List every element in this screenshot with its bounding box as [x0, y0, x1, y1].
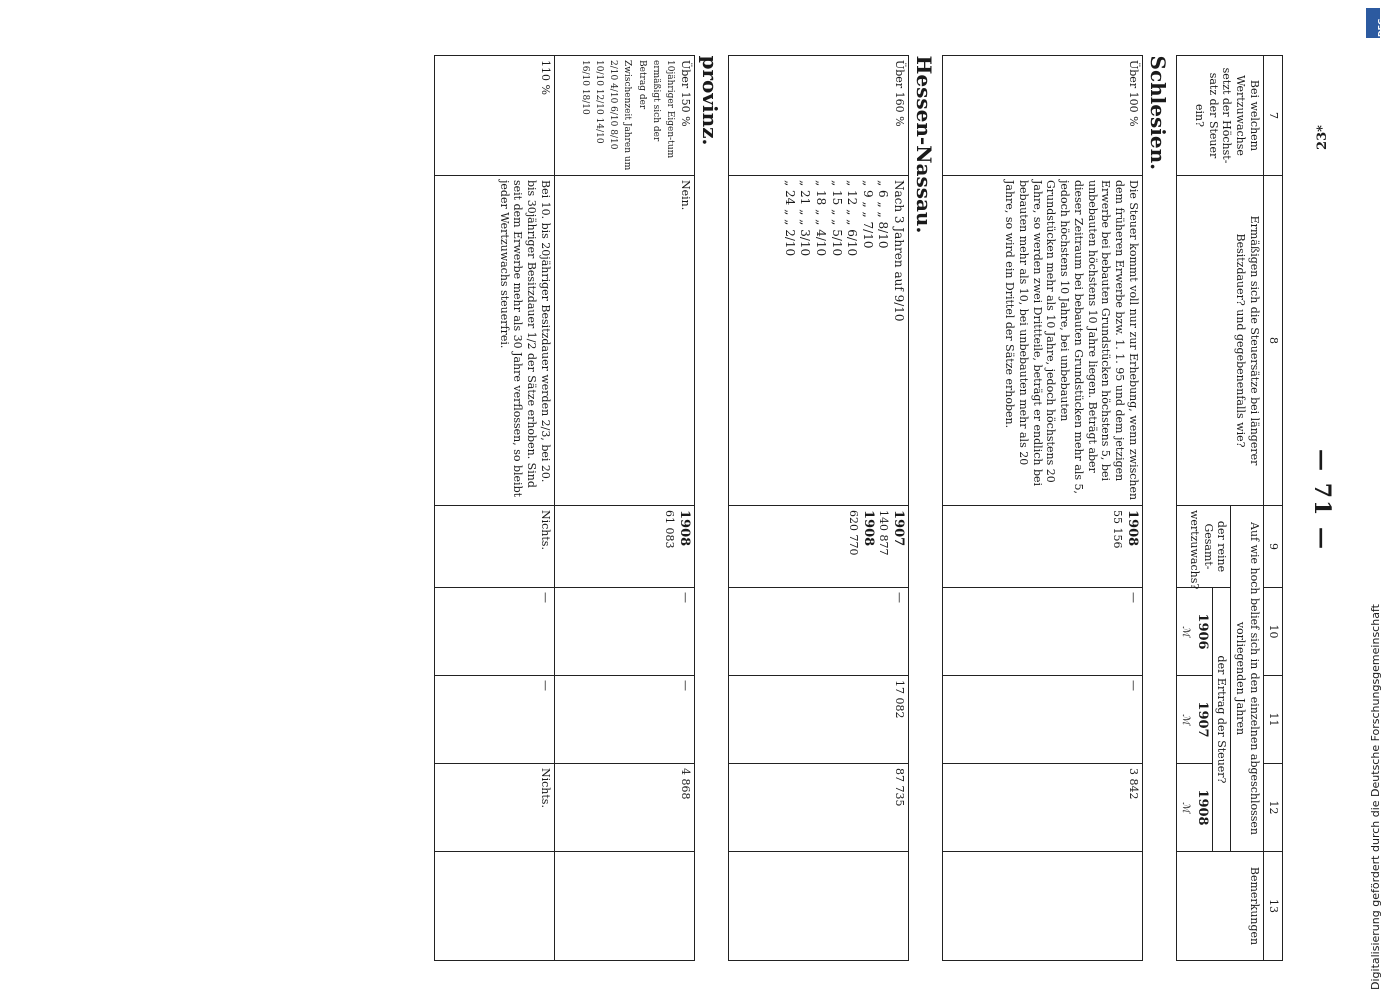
scale-lead: „ [845, 180, 860, 191]
value: 140 877 [876, 510, 890, 556]
scale-unit: „ [782, 209, 797, 220]
col8-cell: Bei 10. bis 20jähriger Besitzdauer werden 2/3, bei 20. bis 30jähriger Besitzdauer 1/2 der Sätze erhoben. Sind seit dem Erwerbe mehr als 30 Jahre verflossen, so bleibt jeder Wertzuwachs steuerfrei. [435, 176, 555, 506]
scale-frac: 9/10 [892, 294, 906, 322]
year-label: 1907 [1194, 701, 1210, 738]
col13-header: Bemerkungen [1177, 852, 1264, 961]
column-number: 7 [1264, 56, 1283, 176]
scale-years: 3 [892, 215, 906, 228]
currency-mark: ℳ [1180, 714, 1192, 725]
scale-unit: „ [876, 201, 891, 212]
scale-frac: 7/10 [860, 221, 875, 249]
col9-cell [555, 506, 695, 588]
region-heading: Hessen-Nassau. [912, 55, 936, 234]
column-number: 10 [1264, 588, 1283, 676]
table-row [943, 56, 1143, 961]
scale-frac: 3/10 [798, 229, 813, 257]
page-number: — 71 — [1309, 449, 1335, 551]
col7-cell: Über 160 % [729, 56, 909, 176]
column-number: 8 [1264, 176, 1283, 506]
scale-item [812, 180, 828, 501]
col8-header: Ermäßigen sich die Steuersätze bei längerer Besitzdauer? und gegebenenfalls wie? [1177, 176, 1264, 506]
currency-mark: ℳ [1180, 802, 1192, 813]
scale-word: „ [798, 219, 813, 230]
col8-cell: Nein. [555, 176, 695, 506]
scale-lead: „ [782, 180, 797, 191]
scale-word: „ [782, 219, 797, 230]
scale-word: „ [876, 211, 891, 222]
column-number: 13 [1264, 852, 1283, 961]
scale-item [890, 180, 906, 501]
scale-lead: „ [798, 180, 813, 191]
dfg-logo [1366, 8, 1386, 38]
year-label: 1906 [1194, 613, 1210, 650]
value: 61 083 [662, 510, 676, 549]
digitization-note [1355, 300, 1382, 990]
scale-lead: „ [860, 180, 875, 191]
col8-cell: Die Steuer kommt voll nur zur Erhebung, wenn zwischen dem früheren Erwerbe bzw. 1. 1. 95 und dem jetzigen Erwerbe bei bebauten Grundstücken höchstens 5, bei unbebauten höchstens 10 Jahre liegen. Beträgt aber dieser Zeitraum bei bebauten Grundstücken mehr als 5, jedoch höchstens 10 Jahre, bei unbebauten Grundstücken mehr als 10 Jahre, jedoch höchstens 20 Jahre, so werden zwei Drittteile, beträgt er endlich bei bebauten mehr als 10, bei unbebauten mehr als 20 Jahre, so wird ein Drittel der Sätze erhoben. [943, 176, 1143, 506]
col9-cell [729, 506, 909, 588]
region-heading-row [695, 56, 729, 961]
value-year: 1908 [861, 510, 876, 547]
scale-unit: „ [798, 209, 813, 220]
col12-cell: Nichts. [435, 764, 555, 852]
col8-cell [729, 176, 909, 506]
scale-years: 12 [845, 190, 860, 210]
statistics-table [434, 55, 1283, 961]
digitization-text: Digitalisierung gefördert durch die Deutsche Forschungsgemeinschaft [1369, 604, 1382, 990]
scale-word: „ [814, 219, 829, 230]
scale-years: 6 [876, 190, 891, 202]
col7-cell [555, 56, 695, 176]
year-header [1177, 764, 1213, 852]
scale-unit: „ [814, 209, 829, 220]
fraction: 10/10 [594, 60, 604, 89]
region-heading: Schlesien. [1146, 55, 1170, 171]
scale-years: 24 [782, 190, 797, 210]
value-year: 1908 [677, 510, 692, 547]
fraction: 16/10 [579, 60, 590, 89]
reduction-scale [781, 180, 906, 501]
region-heading-row [909, 56, 943, 961]
document-page [23, 0, 1383, 1000]
col9-cell [943, 506, 1143, 588]
scale-lead: Nach [892, 180, 906, 216]
fraction: 4/10 [608, 83, 619, 107]
scale-word: „ [845, 219, 860, 230]
scale-unit: „ [829, 209, 844, 220]
col11-cell: 17 082 [729, 676, 909, 764]
column-number-row [1264, 56, 1283, 961]
region-heading: provinz. [698, 55, 722, 146]
scale-frac: 4/10 [814, 229, 829, 257]
fraction: 18/10 [579, 88, 590, 115]
scale-item [875, 180, 891, 501]
fraction: 2/10 [608, 60, 619, 84]
col7-cell: Über 100 % [943, 56, 1143, 176]
year-label: 1908 [1194, 789, 1210, 826]
threshold-note: 10jähriger Eigen-tum ermäßigt sich der Betrag der Zwischenzeit Jahren um [622, 60, 676, 171]
column-number: 12 [1264, 764, 1283, 852]
scale-item [844, 180, 860, 501]
column-number: 9 [1264, 506, 1283, 588]
region-heading-row [1143, 56, 1177, 961]
scale-word: „ [860, 211, 875, 222]
scale-word: „ [829, 219, 844, 230]
year-header [1177, 676, 1213, 764]
col10-12-header: der Ertrag der Steuer? [1212, 588, 1231, 852]
col9-header: der reine Gesamt-wertzuwachs? [1177, 506, 1232, 588]
col10-cell: — [555, 588, 695, 676]
col13-cell [435, 852, 555, 961]
col12-cell: 3 842 [943, 764, 1143, 852]
col12-cell: 4 868 [555, 764, 695, 852]
value-year: 1908 [1125, 510, 1140, 547]
scale-unit: Jahren [892, 227, 906, 272]
col12-cell: 87 735 [729, 764, 909, 852]
scale-item [781, 180, 797, 501]
col13-cell [729, 852, 909, 961]
table-row [555, 56, 695, 961]
col10-cell: — [943, 588, 1143, 676]
col13-cell [943, 852, 1143, 961]
header-row [1231, 56, 1264, 961]
scale-item [828, 180, 844, 501]
fraction: 14/10 [594, 117, 604, 144]
page-mark: 23* [1314, 125, 1330, 150]
table-row [435, 56, 555, 961]
scale-item [859, 180, 875, 501]
fraction-list [580, 60, 619, 149]
col11-cell: — [943, 676, 1143, 764]
year-header [1177, 588, 1213, 676]
scale-unit: „ [845, 209, 860, 220]
scale-frac: 5/10 [829, 229, 844, 257]
fraction: 6/10 [608, 106, 619, 130]
scale-years: 18 [814, 190, 829, 210]
scale-frac: 8/10 [876, 221, 891, 249]
scale-lead: „ [829, 180, 844, 191]
col11-cell: — [555, 676, 695, 764]
threshold: Über 150 % [679, 60, 692, 127]
col7-header: Bei welchem Wertzuwachse setzt der Höchst-satz der Steuer ein? [1177, 56, 1264, 176]
scale-years: 9 [860, 190, 875, 202]
dfg-logo-text: DFG [1377, 18, 1386, 37]
col10-cell: — [729, 588, 909, 676]
fraction: 12/10 [594, 88, 604, 118]
column-number: 11 [1264, 676, 1283, 764]
value: 55 156 [1110, 510, 1124, 549]
scale-item [797, 180, 813, 501]
col7-cell: 110 % [435, 56, 555, 176]
col11-cell: — [435, 676, 555, 764]
scale-lead: „ [814, 180, 829, 191]
scale-frac: 2/10 [782, 229, 797, 257]
col9-cell: Nichts. [435, 506, 555, 588]
table-row [729, 56, 909, 961]
scale-frac: 6/10 [845, 229, 860, 257]
scale-lead: „ [876, 180, 891, 191]
scale-unit: „ [860, 201, 875, 212]
value: 620 770 [846, 510, 860, 556]
scale-word: auf [892, 271, 906, 295]
fraction: 8/10 [608, 129, 619, 150]
col13-cell [555, 852, 695, 961]
col9-12-header: Auf wie hoch belief sich in den einzelnen abgeschlossen vorliegenden Jahren [1231, 506, 1264, 852]
currency-mark: ℳ [1180, 626, 1192, 637]
scale-years: 15 [829, 190, 844, 210]
scale-years: 21 [798, 190, 813, 210]
col10-cell: — [435, 588, 555, 676]
value-year: 1907 [891, 510, 906, 547]
